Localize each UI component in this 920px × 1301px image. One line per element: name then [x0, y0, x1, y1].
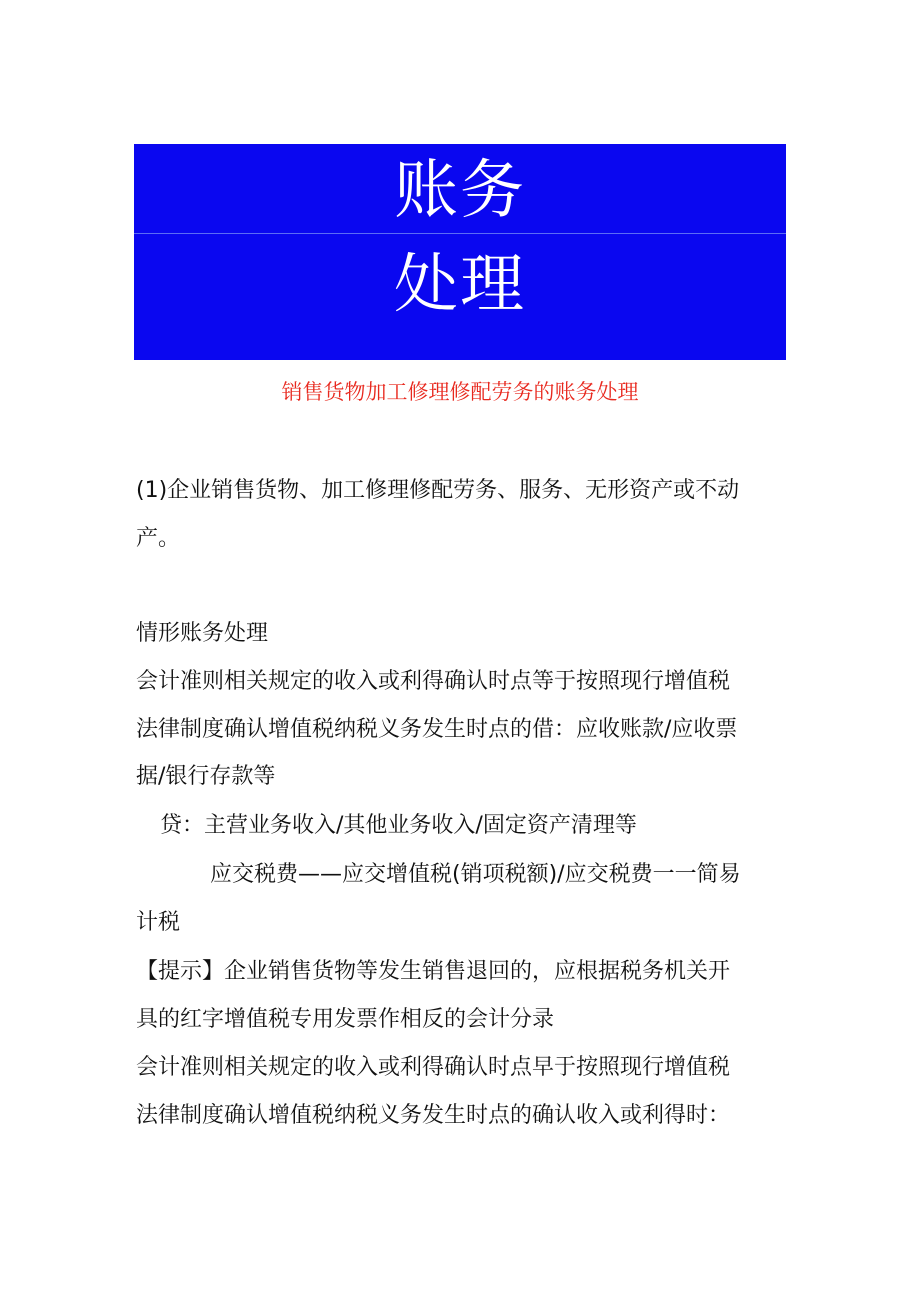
banner-divider [134, 233, 786, 234]
paragraph-4: 会计准则相关规定的收入或利得确认时点等于按照现行增值税 [136, 669, 731, 694]
credit-entry-line: 贷：主营业务收入/其他业务收入/固定资产清理等 [160, 813, 637, 838]
paragraph-9: 计税 [136, 910, 181, 935]
tip-line: 【提示】企业销售货物等发生销售退回的，应根据税务机关开 [136, 959, 731, 984]
document-subtitle: 销售货物加工修理修配劳务的账务处理 [281, 380, 639, 404]
paragraph-2: 产。 [136, 526, 181, 551]
paragraph-1: (1)企业销售货物、加工修理修配劳务、服务、无形资产或不动 [136, 478, 740, 503]
paragraph-12: 会计准则相关规定的收入或利得确认时点早于按照现行增值税 [136, 1055, 731, 1080]
banner-title-line-1: 账务 [394, 154, 526, 228]
banner-title-line-2: 处理 [394, 248, 526, 322]
section-heading: 情形账务处理 [136, 621, 269, 646]
paragraph-5: 法律制度确认增值税纳税义务发生时点的借：应收账款/应收票 [136, 717, 738, 742]
paragraph-6: 据/银行存款等 [136, 764, 276, 789]
title-banner [134, 144, 786, 360]
paragraph-13: 法律制度确认增值税纳税义务发生时点的确认收入或利得时： [136, 1103, 731, 1128]
tax-payable-line: 应交税费——应交增值税(销项税额)/应交税费一一简易 [210, 862, 741, 887]
paragraph-11: 具的红字增值税专用发票作相反的会计分录 [136, 1007, 555, 1032]
